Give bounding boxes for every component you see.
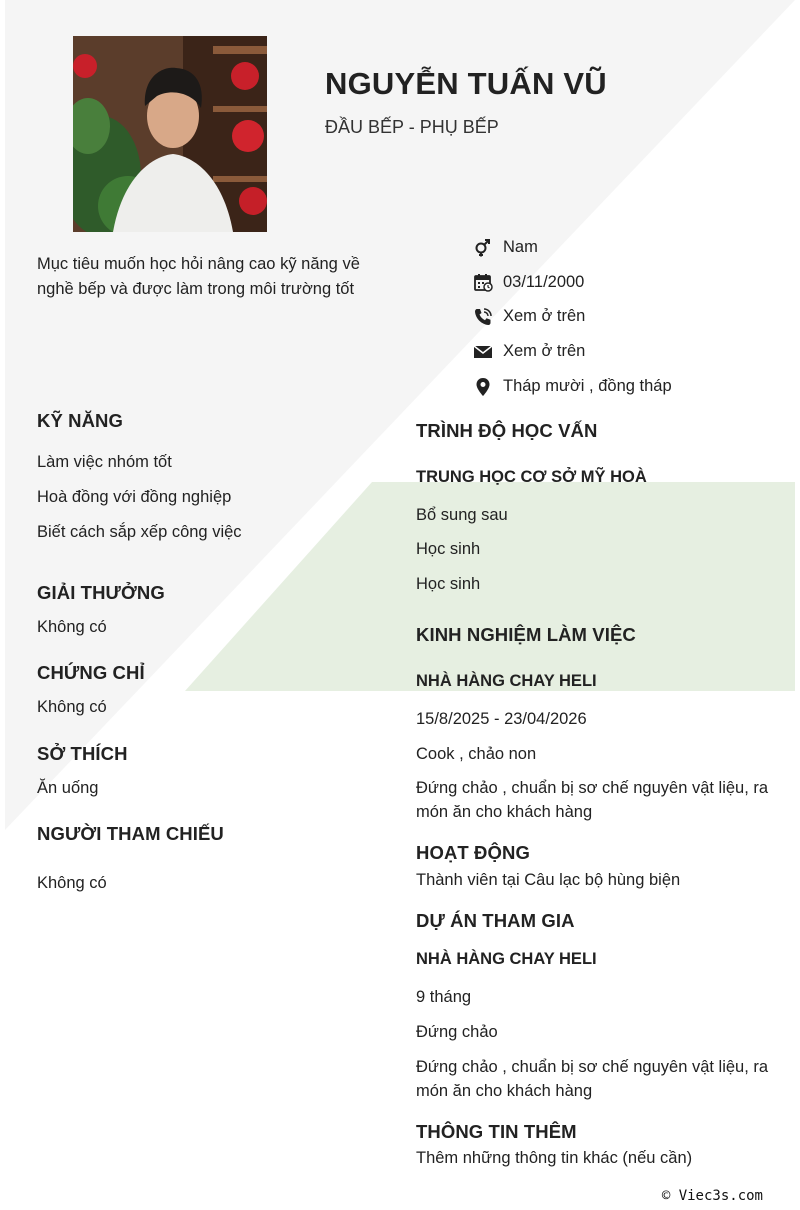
experience-description: Đứng chảo , chuẩn bị sơ chế nguyên vật liệu, ra món ăn cho khách hàng — [416, 779, 769, 821]
education-time: Bổ sung sau — [416, 506, 508, 524]
extra-info-text: Thêm những thông tin khác (nếu cần) — [416, 1149, 693, 1167]
project-duration: 9 tháng — [416, 988, 472, 1006]
contact-address — [472, 369, 792, 404]
projects-heading: DỰ ÁN THAM GIA — [416, 910, 575, 931]
address-value: Tháp mười , đồng tháp — [503, 377, 672, 396]
awards-heading: GIẢI THƯỞNG — [37, 582, 165, 603]
location-icon — [472, 376, 494, 398]
contact-birthday — [472, 265, 792, 300]
contact-info — [472, 230, 792, 404]
gender-value: Nam — [503, 237, 538, 256]
certificates-heading: CHỨNG CHỈ — [37, 662, 145, 683]
phone-icon — [472, 306, 494, 328]
calendar-icon — [472, 271, 494, 293]
project-role: Đứng chảo — [416, 1023, 498, 1041]
hobbies-text: Ăn uống — [37, 779, 99, 797]
email-icon — [472, 341, 494, 363]
awards-text: Không có — [37, 618, 107, 636]
extra-info-heading: THÔNG TIN THÊM — [416, 1121, 577, 1142]
experience-company: NHÀ HÀNG CHAY HELI — [416, 672, 597, 690]
project-description: Đứng chảo , chuẩn bị sơ chế nguyên vật liệu, ra món ăn cho khách hàng — [416, 1058, 769, 1100]
references-heading: NGƯỜI THAM CHIẾU — [37, 823, 224, 844]
career-objective: Mục tiêu muốn học hỏi nâng cao kỹ năng về nghề bếp và được làm trong môi trường tốt — [37, 255, 360, 298]
contact-email — [472, 334, 792, 369]
education-school: TRUNG HỌC CƠ SỞ MỸ HOÀ — [416, 468, 647, 486]
education-heading: TRÌNH ĐỘ HỌC VẤN — [416, 420, 598, 441]
skills-heading: KỸ NĂNG — [37, 410, 124, 431]
certificates-text: Không có — [37, 698, 107, 716]
references-text: Không có — [37, 874, 107, 892]
profile-photo — [73, 36, 267, 232]
skill-item: Hoà đồng với đồng nghiệp — [37, 488, 232, 506]
experience-time: 15/8/2025 - 23/04/2026 — [416, 710, 587, 728]
candidate-name: NGUYỄN TUẤN VŨ — [325, 66, 607, 101]
project-name: NHÀ HÀNG CHAY HELI — [416, 950, 597, 968]
hobbies-heading: SỞ THÍCH — [37, 743, 128, 764]
birthday-value: 03/11/2000 — [503, 272, 585, 291]
experience-heading: KINH NGHIỆM LÀM VIỆC — [416, 624, 636, 645]
email-value: Xem ở trên — [503, 342, 586, 361]
experience-role: Cook , chảo non — [416, 745, 537, 763]
footer-copyright: © Viec3s.com — [661, 1188, 763, 1204]
activities-heading: HOẠT ĐỘNG — [416, 842, 530, 863]
skill-item: Biết cách sắp xếp công việc — [37, 523, 242, 541]
skill-item: Làm việc nhóm tốt — [37, 453, 172, 471]
education-major: Học sinh — [416, 540, 481, 558]
contact-gender — [472, 230, 792, 265]
phone-value: Xem ở trên — [503, 307, 586, 326]
gender-icon — [472, 236, 494, 258]
education-description: Học sinh — [416, 575, 481, 593]
contact-phone — [472, 300, 792, 335]
job-position: ĐẦU BẾP - PHỤ BẾP — [325, 117, 499, 137]
activities-text: Thành viên tại Câu lạc bộ hùng biện — [416, 871, 681, 889]
